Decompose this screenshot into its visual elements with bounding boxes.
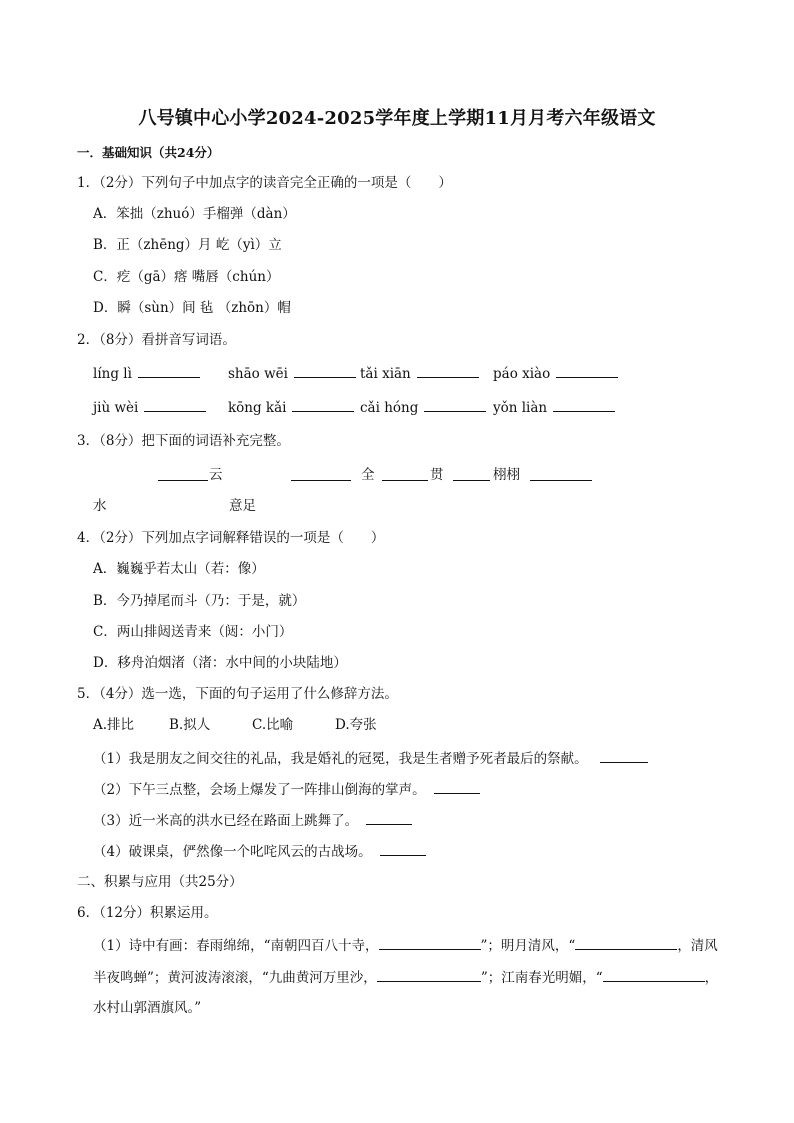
q5-item-2	[93, 779, 480, 800]
pinyin-item	[228, 397, 354, 418]
q4-option-b: B．今乃掉尾而斗（乃：于是，就）	[93, 593, 306, 609]
answer-blank[interactable]	[366, 810, 412, 825]
q1-option-d: D．瞬（sùn）间 毡 （zhōn）帽	[93, 300, 291, 316]
idiom-char: 意足	[229, 498, 256, 514]
answer-blank[interactable]	[553, 397, 615, 412]
answer-blank[interactable]	[556, 363, 618, 378]
q6-text: ，	[704, 970, 719, 986]
idiom-char: 水	[93, 498, 107, 514]
rhetoric-choice-d: D.夸张	[335, 717, 377, 733]
rhetoric-choice-b: B.拟人	[169, 717, 211, 733]
q4-stem: 4．（2分）下列加点字词解释错误的一项是（ ）	[77, 530, 385, 546]
idiom-char: 全	[361, 467, 375, 483]
q4-option-d: D．移舟泊烟渚（渚：水中间的小块陆地）	[93, 655, 347, 671]
poem-blank[interactable]	[575, 935, 677, 950]
answer-blank[interactable]	[424, 397, 486, 412]
q5-item-text: （4）破课桌，俨然像一个叱咤风云的古战场。	[93, 844, 372, 860]
pinyin-text: shāo wēi	[228, 366, 288, 382]
answer-blank[interactable]	[417, 363, 479, 378]
q6-line-1	[93, 935, 718, 956]
idiom-blank[interactable]	[453, 466, 490, 481]
pinyin-text: yǒn liàn	[493, 400, 548, 416]
q5-item-4	[93, 841, 426, 862]
q5-item-text: （2）下午三点整，会场上爆发了一阵排山倒海的掌声。	[93, 782, 426, 798]
q6-text: ”；江南春光明媚，“	[480, 970, 603, 986]
idiom-char: 栩栩	[493, 467, 520, 483]
answer-blank[interactable]	[434, 779, 480, 794]
pinyin-text: kōng kǎi	[228, 400, 287, 416]
q6-stem: 6．（12分）积累运用。	[77, 905, 218, 921]
answer-blank[interactable]	[380, 841, 426, 856]
q5-item-text: （3）近一米高的洪水已经在路面上跳舞了。	[93, 813, 359, 829]
pinyin-text: líng lì	[93, 366, 132, 382]
idiom-blank[interactable]	[382, 466, 428, 481]
poem-blank[interactable]	[377, 967, 481, 982]
q3-stem: 3．（8分）把下面的词语补充完整。	[77, 433, 290, 449]
q1-option-a: A．笨拙（zhuó）手榴弹（dàn）	[93, 206, 296, 222]
idiom-blank[interactable]	[158, 466, 208, 481]
q4-option-c: C．两山排闼送青来（闼：小门）	[93, 624, 293, 640]
poem-blank[interactable]	[603, 967, 705, 982]
q6-text: ”；明月清风，“	[480, 938, 576, 954]
idiom-blank[interactable]	[291, 466, 351, 481]
section-heading-2: 二、积累与应用（共25分）	[77, 874, 243, 890]
q6-text: ，清风	[677, 938, 718, 954]
q1-stem: 1．（2分）下列句子中加点字的读音完全正确的一项是（ ）	[77, 175, 452, 191]
pinyin-item	[360, 397, 486, 418]
answer-blank[interactable]	[600, 748, 648, 763]
pinyin-item	[228, 363, 356, 384]
q6-text: （1）诗中有画：春雨绵绵，“南朝四百八十寺，	[93, 938, 379, 954]
pinyin-item	[493, 397, 615, 418]
q4-option-a: A．巍巍乎若太山（若：像）	[93, 561, 265, 577]
poem-blank[interactable]	[379, 935, 481, 950]
rhetoric-choice-c: C.比喻	[252, 717, 294, 733]
pinyin-item	[93, 397, 206, 418]
pinyin-text: cǎi hóng	[360, 400, 419, 416]
pinyin-text: páo xiào	[493, 366, 551, 382]
rhetoric-choice-a: A.排比	[93, 717, 135, 733]
q6-line-3: 水村山郭酒旗风。”	[93, 1000, 202, 1016]
pinyin-item	[493, 363, 618, 384]
q6-line-2	[93, 967, 718, 988]
answer-blank[interactable]	[294, 363, 356, 378]
pinyin-item	[93, 363, 200, 384]
answer-blank[interactable]	[138, 363, 200, 378]
answer-blank[interactable]	[292, 397, 354, 412]
q1-option-c: C．疙（gā）瘩 嘴唇（chún）	[93, 269, 280, 285]
q5-item-text: （1）我是朋友之间交往的礼品，我是婚礼的冠冕，我是生者赠予死者最后的祭献。	[93, 751, 588, 767]
answer-blank[interactable]	[144, 397, 206, 412]
q5-item-1	[93, 748, 648, 769]
q2-stem: 2．（8分）看拼音写词语。	[77, 332, 236, 348]
section-heading-1: 一．基础知识（共24分）	[77, 145, 220, 160]
pinyin-text: jiù wèi	[93, 400, 139, 416]
q5-stem: 5．（4分）选一选，下面的句子运用了什么修辞方法。	[77, 686, 398, 702]
idiom-char: 云	[209, 467, 223, 483]
q1-option-b: B．正（zhēng）月 屹（yì）立	[93, 237, 282, 253]
idiom-blank[interactable]	[530, 466, 592, 481]
page-title: 八号镇中心小学2024-2025学年度上学期11月月考六年级语文	[138, 108, 656, 129]
q5-item-3	[93, 810, 412, 831]
q6-text: 半夜鸣蝉”；黄河波涛滚滚，“九曲黄河万里沙，	[93, 970, 377, 986]
pinyin-item	[360, 363, 479, 384]
idiom-char: 贯	[430, 467, 444, 483]
pinyin-text: tǎi xiān	[360, 366, 411, 382]
